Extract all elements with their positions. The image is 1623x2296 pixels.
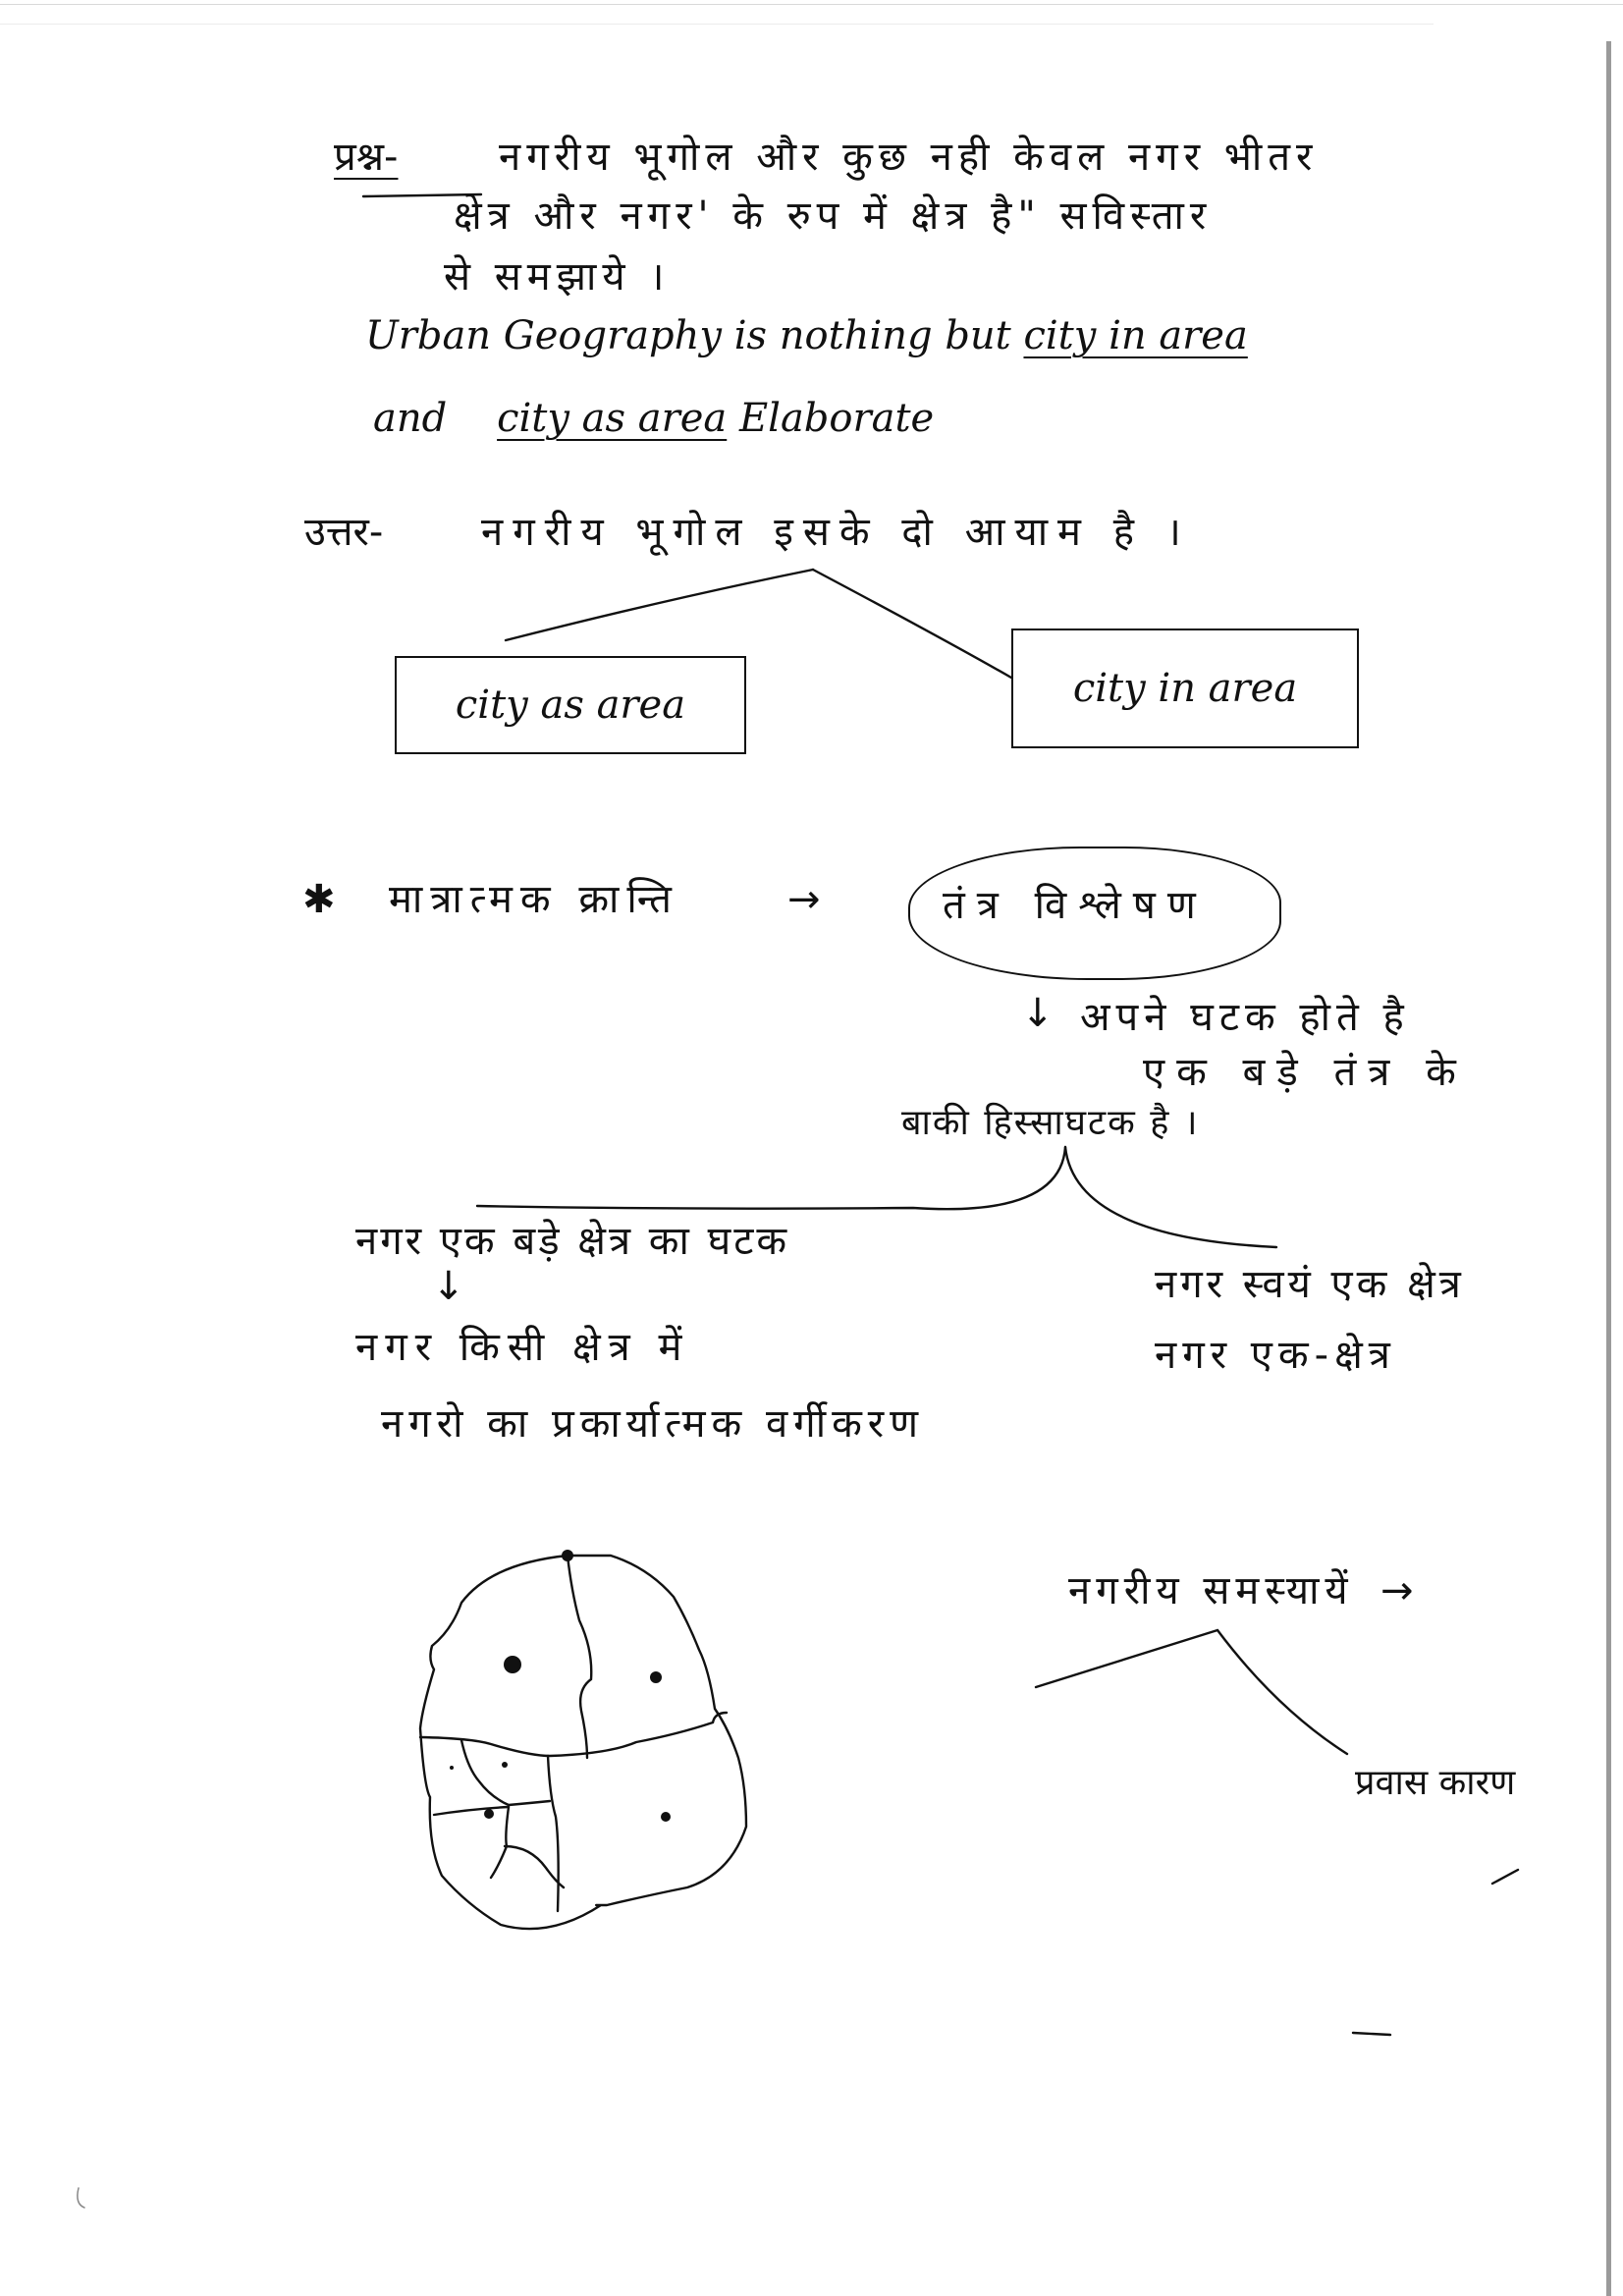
bullet-star-icon: ✱ — [302, 877, 336, 922]
branch-left-line-2: नगर किसी क्षेत्र में — [355, 1325, 690, 1370]
dimension-label-city-as-area: city as area — [455, 683, 686, 728]
question-english-line-2-prefix: and — [373, 396, 448, 441]
urban-problems-arrow-icon: → — [1380, 1568, 1414, 1613]
connector-problems-right — [1217, 1630, 1347, 1754]
branch-left-line-1: नगर एक बड़े क्षेत्र का घटक — [355, 1219, 790, 1264]
branch-left-down-arrow-icon: ↓ — [432, 1264, 465, 1309]
city-region-map-sketch — [420, 1550, 746, 1929]
dimension-box-city-in-area — [1011, 629, 1359, 748]
connector-branch-right — [1065, 1147, 1276, 1247]
urban-problems-title: नगरीय समस्यायें — [1068, 1568, 1354, 1613]
system-note-line-1: अपने घटक होते है — [1080, 995, 1410, 1040]
answer-label: उत्तर- — [304, 510, 384, 555]
question-hindi-line-3: से समझाये । — [444, 254, 671, 300]
question-english-underlined-city-as-area: city as area — [497, 396, 728, 441]
branch-right-line-1: नगर स्वयं एक क्षेत्र — [1155, 1262, 1465, 1307]
connector-problems-left — [1036, 1630, 1217, 1687]
system-note-line-2: एक बड़े तंत्र के — [1143, 1050, 1468, 1095]
system-analysis-text: तंत्र विश्लेषण — [943, 883, 1208, 928]
dimension-label-city-in-area: city in area — [1072, 666, 1298, 711]
question-english-line-2 — [373, 396, 935, 441]
question-label: प्रश्न- — [334, 135, 399, 180]
right-arrow-icon: → — [787, 877, 821, 922]
quantitative-revolution-text: मात्रात्मक क्रान्ति — [389, 877, 679, 922]
question-hindi-line-2: क्षेत्र और नगर' के रुप में क्षेत्र है" सविस्तार — [454, 193, 1213, 239]
question-english-line-1-prefix: Urban Geography is nothing but — [365, 313, 1011, 358]
system-note-line-3: बाकी हिस्साघटक है । — [901, 1103, 1200, 1143]
question-english-line-1 — [365, 313, 1248, 358]
question-hindi-line-1: नगरीय भूगोल और कुछ नही केवल नगर भीतर — [499, 135, 1319, 180]
connector-branch-left — [477, 1147, 1065, 1209]
connector-to-city-as-area — [506, 570, 813, 640]
branch-left-line-3: नगरो का प्रकार्यात्मक वर्गीकरण — [381, 1401, 925, 1447]
scan-edge-top — [0, 4, 1623, 5]
scan-edge-top-faint — [0, 24, 1434, 25]
connector-to-city-in-area — [813, 570, 1011, 678]
question-english-line-2-suffix: Elaborate — [738, 396, 935, 441]
question-english-underlined-city-in-area: city in area — [1023, 313, 1248, 358]
dimension-box-city-as-area — [395, 656, 746, 754]
scan-edge-right — [1606, 41, 1611, 2296]
urban-problems-branch-migration-causes: प्रवास कारण — [1355, 1763, 1516, 1803]
down-arrow-icon: ↓ — [1021, 991, 1055, 1036]
branch-right-line-2: नगर एक-क्षेत्र — [1155, 1333, 1396, 1378]
answer-intro: नगरीय भूगोल इसके दो आयाम है । — [481, 510, 1191, 555]
